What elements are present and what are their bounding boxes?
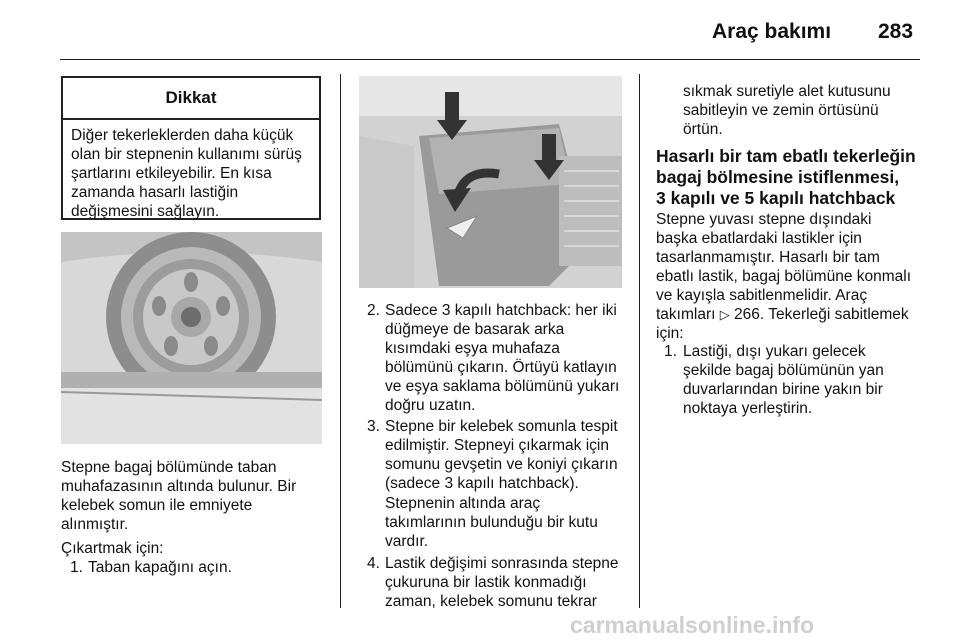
text-line: şekilde bagaj bölümünün yan	[683, 362, 884, 379]
text-line: muhafazasının altında bulunur. Bir	[61, 478, 297, 495]
text-line: somunu gevşetin ve koniyi çıkarın	[385, 456, 618, 473]
text-line: vardır.	[385, 533, 429, 550]
text-line: sabitleyin ve zemin örtüsünü	[683, 102, 879, 119]
page-header-title: Araç bakımı	[712, 20, 832, 43]
step-number: 4.	[367, 555, 380, 572]
step-number: 2.	[367, 302, 380, 319]
text-line: Stepne bagaj bölümünde taban	[61, 459, 277, 476]
warning-line: olan bir stepnenin kullanımı sürüş	[71, 146, 302, 163]
step-3-note	[385, 494, 598, 551]
text-line: noktaya yerleştirin.	[683, 400, 813, 417]
warning-text	[63, 120, 319, 227]
text-line: (sadece 3 kapılı hatchback).	[385, 475, 579, 492]
text-line: alınmıştır.	[61, 516, 129, 533]
text-fragment: takımları	[656, 306, 720, 323]
section-heading	[656, 146, 916, 209]
col3-continuation	[683, 82, 891, 139]
text-line: düğmeye de basarak arka	[385, 321, 565, 338]
text-line: Sadece 3 kapılı hatchback: her iki	[385, 302, 617, 319]
reference-arrow-icon[interactable]: ▷	[719, 307, 730, 322]
text-line: sıkmak suretiyle alet kutusunu	[683, 83, 891, 100]
text-line: ve eşya saklama bölümünü yukarı	[385, 378, 620, 395]
step-3-text	[385, 417, 618, 493]
text-line: çukuruna bir lastik konmadığı	[385, 574, 587, 591]
trunk-cover-photo	[359, 76, 622, 288]
text-line: zaman, kelebek somunu tekrar	[385, 593, 597, 610]
text-line: için:	[656, 325, 684, 342]
text-line: örtün.	[683, 121, 723, 138]
warning-title: Dikkat	[63, 78, 319, 120]
warning-line: zamanda hasarlı lastiğin	[71, 184, 239, 201]
removal-intro: Çıkartmak için:	[61, 540, 164, 557]
text-line: takımlarının bulunduğu bir kutu	[385, 514, 598, 531]
col3-paragraph	[656, 210, 911, 343]
text-line: duvarlarından birine yakın bir	[683, 381, 883, 398]
col1-paragraph	[61, 458, 296, 534]
text-line: başka ebatlardaki lastikler için	[656, 230, 862, 247]
watermark: carmanualsonline.info	[570, 612, 815, 638]
col3-step-1-text	[683, 342, 884, 418]
step-number: 3.	[367, 418, 380, 435]
text-line	[656, 305, 911, 324]
text-line: ve kayışla sabitlenmelidir. Araç	[656, 287, 868, 304]
text-line: ebatlı lastik, bagaj bölümüne konmalı	[656, 268, 912, 285]
page-number: 283	[878, 20, 914, 43]
text-line: tasarlanmamıştır. Hasarlı bir tam	[656, 249, 880, 266]
step-number: 1.	[664, 343, 677, 360]
step-1-text: Taban kapağını açın.	[88, 559, 232, 576]
warning-line: şartlarını etkileyebilir. En kısa	[71, 165, 272, 182]
text-line: Stepnenin altında araç	[385, 495, 541, 512]
header-rule	[60, 59, 920, 60]
text-line: Stepne yuvası stepne dışındaki	[656, 211, 872, 228]
heading-line: 3 kapılı ve 5 kapılı hatchback	[656, 188, 896, 208]
text-line: edilmiştir. Stepneyi çıkarmak için	[385, 437, 609, 454]
warning-line: değişmesini sağlayın.	[71, 203, 220, 220]
text-line: kısımdaki eşya muhafaza	[385, 340, 560, 357]
column-divider-2	[639, 74, 640, 608]
text-line: Lastiği, dışı yukarı gelecek	[683, 343, 866, 360]
warning-line: Diğer tekerleklerden daha küçük	[71, 127, 294, 144]
text-line: Stepne bir kelebek somunla tespit	[385, 418, 618, 435]
spare-wheel-photo	[61, 232, 322, 444]
step-number: 1.	[70, 559, 83, 576]
text-line: doğru uzatın.	[385, 397, 476, 414]
heading-line: bagaj bölmesine istiflenmesi,	[656, 167, 900, 187]
heading-line: Hasarlı bir tam ebatlı tekerleğin	[656, 146, 916, 166]
column-divider-1	[340, 74, 341, 608]
text-line: kelebek somun ile emniyete	[61, 497, 253, 514]
page-reference[interactable]: 266. Tekerleği sabitlemek	[734, 306, 909, 323]
text-line: Lastik değişimi sonrasında stepne	[385, 555, 619, 572]
step-4-text	[385, 554, 619, 611]
warning-box	[61, 76, 321, 220]
step-2-text	[385, 301, 619, 415]
text-line: bölümünü çıkarın. Örtüyü katlayın	[385, 359, 617, 376]
